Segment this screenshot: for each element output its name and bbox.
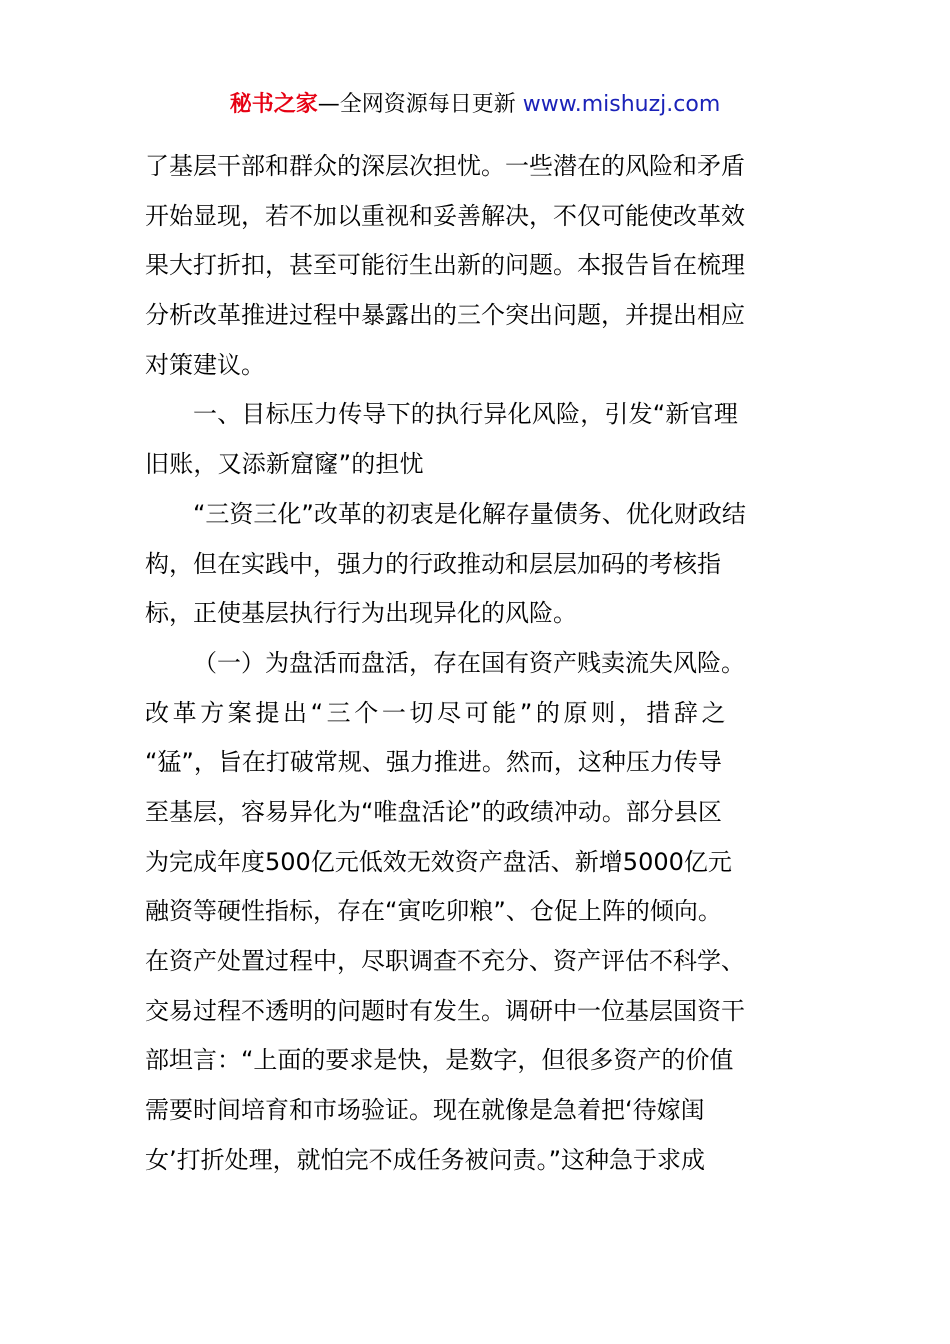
document-body <box>145 142 807 1185</box>
body-line: 对策建议。 <box>145 350 265 379</box>
body-line: 在资产处置过程中，尽职调查不充分、资产评估不科学、 <box>145 947 745 975</box>
body-line: 至基层，容易异化为“唯盘活论”的政绩冲动。部分县区 <box>145 797 722 826</box>
body-line: 果大打折扣，甚至可能衍生出新的问题。本报告旨在梳理 <box>145 251 745 280</box>
section-heading-line: 一、目标压力传导下的执行异化风险，引发“新官理 <box>193 400 739 429</box>
body-line: 改革方案提出“三个一切尽可能”的原则，措辞之 <box>145 698 730 727</box>
body-line: 分析改革推进过程中暴露出的三个突出问题，并提出相应 <box>145 301 745 330</box>
body-line: 交易过程不透明的问题时有发生。调研中一位基层国资干 <box>145 996 745 1025</box>
header-tagline: —全网资源每日更新 <box>317 92 516 117</box>
page-header <box>0 88 950 122</box>
brand-name: 秘书之家 <box>229 92 318 117</box>
body-line: 需要时间培育和市场验证。现在就像是急着把‘待嫁闺 <box>145 1096 705 1125</box>
body-line: 构，但在实践中，强力的行政推动和层层加码的考核指 <box>145 549 721 578</box>
subsection-heading-line: （一）为盘活而盘活，存在国有资产贱卖流失风险。 <box>193 648 745 677</box>
section-heading-line: 旧账，又添新窟窿”的担忧 <box>145 450 424 479</box>
body-line: 标，正使基层执行行为出现异化的风险。 <box>145 599 577 628</box>
body-line: 开始显现，若不加以重视和妥善解决，不仅可能使改革效 <box>145 201 745 230</box>
body-line: 为完成年度500亿元低效无效资产盘活、新增5000亿元 <box>145 847 732 876</box>
body-line: “猛”，旨在打破常规、强力推进。然而，这种压力传导 <box>145 748 722 777</box>
header-url[interactable]: www.mishuzj.com <box>522 92 721 117</box>
body-line: “三资三化”改革的初衷是化解存量债务、优化财政结 <box>193 499 746 528</box>
body-line: 了基层干部和群众的深层次担忧。一些潜在的风险和矛盾 <box>145 152 745 180</box>
body-line: 融资等硬性指标，存在“寅吃卯粮”、仓促上阵的倾向。 <box>145 897 722 926</box>
body-line: 女’打折处理，就怕完不成任务被问责。”这种急于求成 <box>145 1145 706 1174</box>
body-line: 部坦言：“上面的要求是快，是数字，但很多资产的价值 <box>145 1046 734 1075</box>
